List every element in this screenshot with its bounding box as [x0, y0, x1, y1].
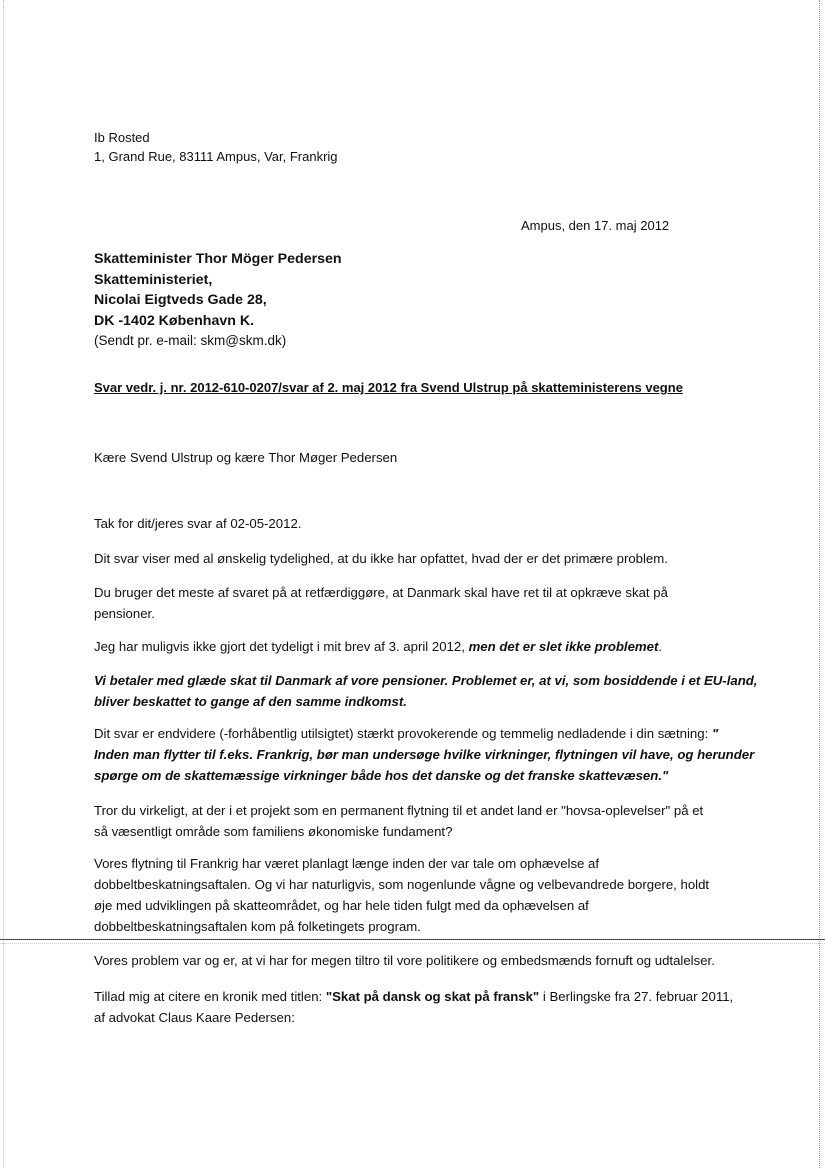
paragraph-1: Tak for dit/jeres svar af 02-05-2012.	[94, 516, 302, 531]
paragraph-4-emphasis: men det er slet ikke problemet	[468, 639, 659, 654]
sender-block	[94, 128, 338, 166]
recipient-block	[94, 249, 342, 352]
paragraph-5-line-1: Vi betaler med glæde skat til Danmark af vore pensioner. Problemet er, at vi, som bosiddende i et EU-land,	[94, 673, 758, 688]
paragraph-4	[94, 636, 662, 657]
paragraph-6	[94, 723, 755, 786]
sender-name: Ib Rosted	[94, 130, 150, 145]
paragraph-3-line-2: pensioner.	[94, 606, 155, 621]
paragraph-10-title: "Skat på dansk og skat på fransk"	[325, 989, 540, 1004]
paragraph-4-period: .	[658, 639, 663, 654]
paragraph-10-line-1	[94, 986, 734, 1007]
paragraph-4-text: Jeg har muligvis ikke gjort det tydeligt i mit brev af 3. april 2012,	[94, 639, 469, 654]
paragraph-8-line-1: Vores flytning til Frankrig har været planlagt længe inden der var tale om ophævelse af	[94, 856, 600, 871]
recipient-line-3: Nicolai Eigtveds Gade 28,	[94, 292, 267, 308]
paragraph-6-quote-mark: "	[711, 726, 719, 741]
recipient-email-note: (Sendt pr. e-mail: skm@skm.dk)	[94, 333, 287, 348]
recipient-line-2: Skatteministeriet,	[94, 271, 213, 288]
scan-fold-line	[0, 939, 825, 940]
scan-edge-right	[819, 0, 821, 1168]
paragraph-8-line-2: dobbeltbeskatningsaftalen. Og vi har naturligvis, som nogenlunde vågne og velbevandrede borgere, holdt	[94, 877, 710, 892]
paragraph-5	[94, 670, 758, 712]
paragraph-8-line-3: øje med udviklingen på skatteområdet, og har hele tiden fulgt med da ophævelsen af	[94, 898, 589, 913]
paragraph-3-line-1: Du bruger det meste af svaret på at retfærdiggøre, at Danmark skal have ret til at opkræve skat på	[94, 585, 668, 600]
date-line: Ampus, den 17. maj 2012	[521, 218, 670, 233]
paragraph-7-line-2: så væsentligt område som familiens økonomiske fundament?	[94, 824, 453, 839]
paragraph-5-line-2: bliver beskattet to gange af den samme indkomst.	[94, 694, 407, 709]
sender-address: 1, Grand Rue, 83111 Ampus, Var, Frankrig	[94, 149, 338, 164]
scan-noise-line	[0, 943, 825, 944]
paragraph-6-line-3: spørge om de skattemæssige virkninger både hos det danske og det franske skattevæsen."	[94, 768, 669, 783]
scan-edge-left	[3, 0, 5, 1168]
paragraph-6-line-1-text: Dit svar er endvidere (-forhåbentlig utilsigtet) stærkt provokerende og temmelig nedladende i din sætning:	[94, 726, 712, 741]
paragraph-8-line-4: dobbeltbeskatningsaftalen kom på folketingets program.	[94, 919, 421, 934]
paragraph-3	[94, 582, 734, 624]
recipient-line-4: DK -1402 København K.	[94, 312, 255, 329]
paragraph-8	[94, 853, 734, 937]
paragraph-7-line-1: Tror du virkeligt, at der i et projekt som en permanent flytning til et andet land er "hovsa-oplevelser" på et	[94, 803, 704, 818]
paragraph-9: Vores problem var og er, at vi har for megen tiltro til vore politikere og embedsmænds fornuft og udtalelser.	[94, 953, 715, 968]
subject-line: Svar vedr. j. nr. 2012-610-0207/svar af 2. maj 2012 fra Svend Ulstrup på skatteministerens vegne	[94, 380, 683, 395]
paragraph-2: Dit svar viser med al ønskelig tydelighed, at du ikke har opfattet, hvad der er det primære problem.	[94, 551, 668, 566]
paragraph-10-line-2: af advokat Claus Kaare Pedersen:	[94, 1010, 295, 1025]
recipient-line-1: Skatteminister Thor Möger Pedersen	[94, 251, 342, 267]
salutation: Kære Svend Ulstrup og kære Thor Møger Pedersen	[94, 450, 398, 465]
paragraph-10	[94, 986, 734, 1028]
paragraph-7	[94, 800, 734, 842]
paragraph-10-source: i Berlingske fra 27. februar 2011,	[539, 989, 734, 1004]
paragraph-6-line-1	[94, 723, 734, 744]
paragraph-6-line-2: Inden man flytter til f.eks. Frankrig, bør man undersøge hvilke virkninger, flytningen vil have, og herunder	[94, 747, 755, 762]
paragraph-10-intro: Tillad mig at citere en kronik med titlen:	[94, 989, 326, 1004]
